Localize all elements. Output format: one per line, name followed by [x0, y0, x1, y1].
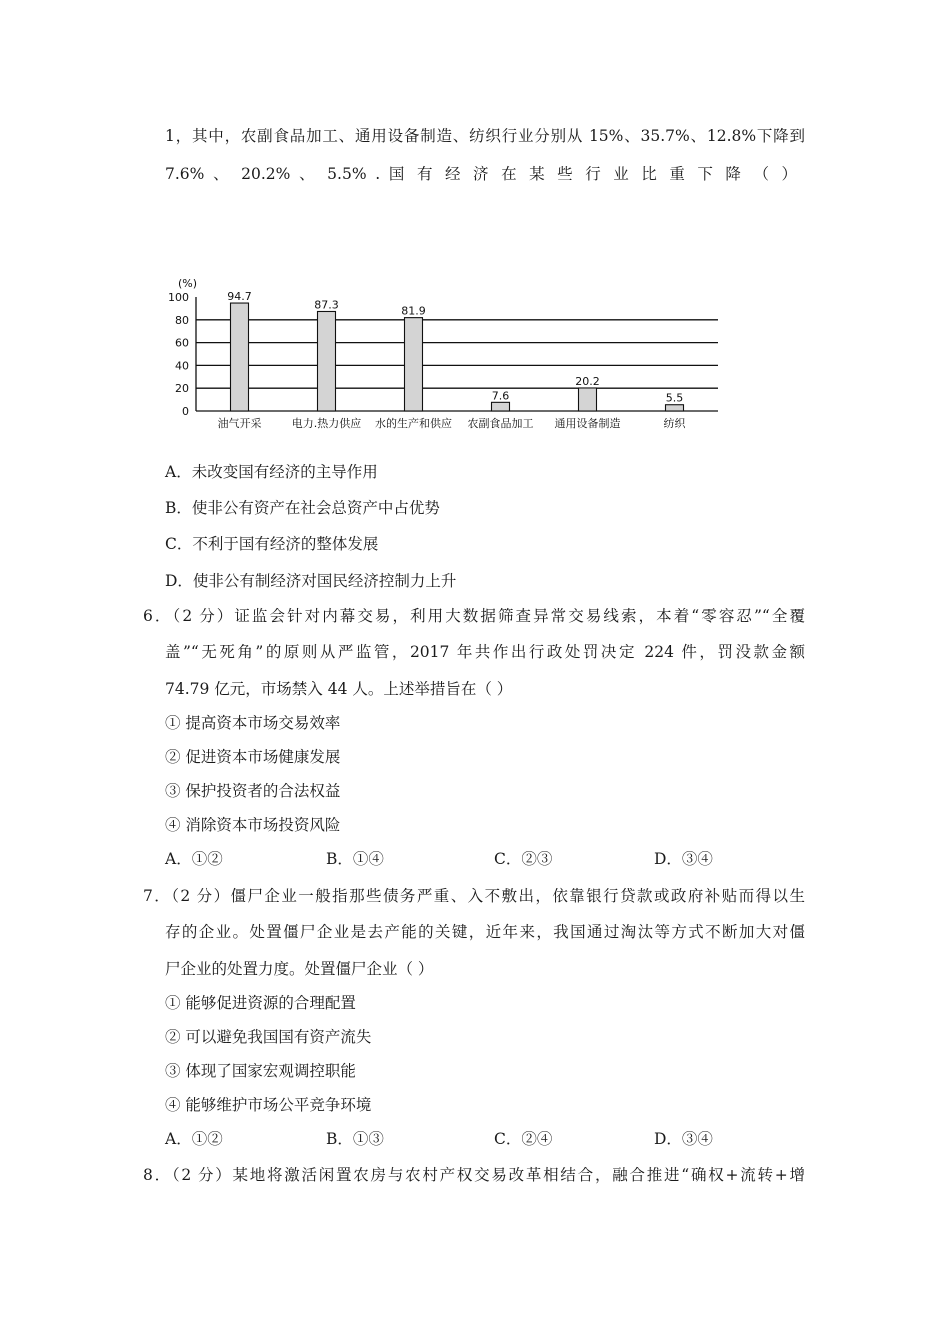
q6-statement-4: ④ 消除资本市场投资风险 [165, 816, 341, 834]
q7-stem-line-2: 存的企业。处置僵尸企业是去产能的关键，近年来，我国通过淘汰等方式不断加大对僵 [165, 923, 805, 941]
x-category-label: 电力.热力供应 [291, 417, 362, 430]
bar-4 [579, 388, 597, 411]
y-tick-label: 20 [175, 382, 189, 396]
bar-1 [318, 311, 336, 411]
q7-stem-line-1: 7．（2 分）僵尸企业一般指那些债务严重、入不敷出，依靠银行贷款或政府补贴而得以生 [143, 887, 805, 905]
q5-option-c[interactable]: C．不利于国有经济的整体发展 [165, 535, 379, 553]
bar-5 [666, 405, 684, 411]
q8-stem-line-1: 8．（2 分）某地将激活闲置农房与农村产权交易改革相结合，融合推进“确权+流转+增 [143, 1166, 805, 1184]
q7-choice-c[interactable]: C．②④ [494, 1130, 553, 1148]
q6-statement-3: ③ 保护投资者的合法权益 [165, 782, 341, 800]
q6-choice-b[interactable]: B．①④ [326, 850, 384, 868]
y-tick-label: 80 [175, 313, 189, 327]
bar-value-label: 87.3 [314, 298, 339, 312]
y-axis-label: (%) [178, 277, 198, 290]
q6-choice-d[interactable]: D．③④ [654, 850, 713, 868]
q6-stem-line-1: 6．（2 分）证监会针对内幕交易，利用大数据筛查异常交易线索，本着“零容忍”“全覆 [143, 607, 805, 625]
intro-line-2: 7.6% 、 20.2% 、 5.5% . 国 有 经 济 在 某 些 行 业 比 重 下 降 （ ） [165, 165, 797, 183]
x-category-label: 纺织 [663, 417, 686, 430]
q7-choices [0, 1129, 950, 1149]
bar-value-label: 94.7 [227, 290, 252, 304]
bar-0 [231, 303, 249, 411]
x-category-label: 油气开采 [217, 417, 262, 430]
q7-stem-line-3: 尸企业的处置力度。处置僵尸企业（ ） [165, 960, 434, 978]
q6-stem-line-2: 盖”“无死角”的原则从严监管，2017 年共作出行政处罚决定 224 件，罚没款金额 [165, 643, 805, 661]
bar-value-label: 20.2 [575, 374, 600, 388]
q5-option-b[interactable]: B．使非公有资产在社会总资产中占优势 [165, 499, 440, 517]
q7-statement-4: ④ 能够维护市场公平竞争环境 [165, 1096, 372, 1114]
x-category-label: 水的生产和供应 [375, 417, 452, 430]
y-tick-label: 40 [175, 359, 189, 373]
bar-value-label: 7.6 [491, 389, 510, 403]
q7-statement-3: ③ 体现了国家宏观调控职能 [165, 1062, 356, 1080]
q6-statement-1: ① 提高资本市场交易效率 [165, 714, 341, 732]
x-category-label: 通用设备制造 [554, 417, 621, 430]
bar-3 [492, 402, 510, 411]
intro-line-1: 1，其中，农副食品加工、通用设备制造、纺织行业分别从 15%、35.7%、12.8%下降到 [165, 127, 805, 145]
q6-choice-a[interactable]: A．①② [165, 850, 223, 868]
q6-choice-c[interactable]: C．②③ [494, 850, 553, 868]
bar-value-label: 5.5 [665, 391, 684, 405]
q5-option-a[interactable]: A．未改变国有经济的主导作用 [165, 463, 378, 481]
bar-value-label: 81.9 [401, 304, 426, 318]
industry-share-bar-chart [160, 272, 730, 442]
q6-statement-2: ② 促进资本市场健康发展 [165, 748, 341, 766]
q6-stem-line-3: 74.79 亿元，市场禁入 44 人。上述举措旨在（ ） [165, 680, 513, 698]
q7-statement-2: ② 可以避免我国国有资产流失 [165, 1028, 372, 1046]
x-category-label: 农副食品加工 [467, 417, 534, 430]
bar-2 [405, 318, 423, 411]
y-tick-label: 60 [175, 336, 189, 350]
q5-option-d[interactable]: D．使非公有制经济对国民经济控制力上升 [165, 572, 457, 590]
y-tick-label: 0 [182, 405, 189, 418]
q6-choices [0, 849, 950, 869]
q7-choice-a[interactable]: A．①② [165, 1130, 223, 1148]
q7-choice-d[interactable]: D．③④ [654, 1130, 713, 1148]
q7-choice-b[interactable]: B．①③ [326, 1130, 384, 1148]
y-tick-label: 100 [168, 291, 189, 304]
q7-statement-1: ① 能够促进资源的合理配置 [165, 994, 356, 1012]
